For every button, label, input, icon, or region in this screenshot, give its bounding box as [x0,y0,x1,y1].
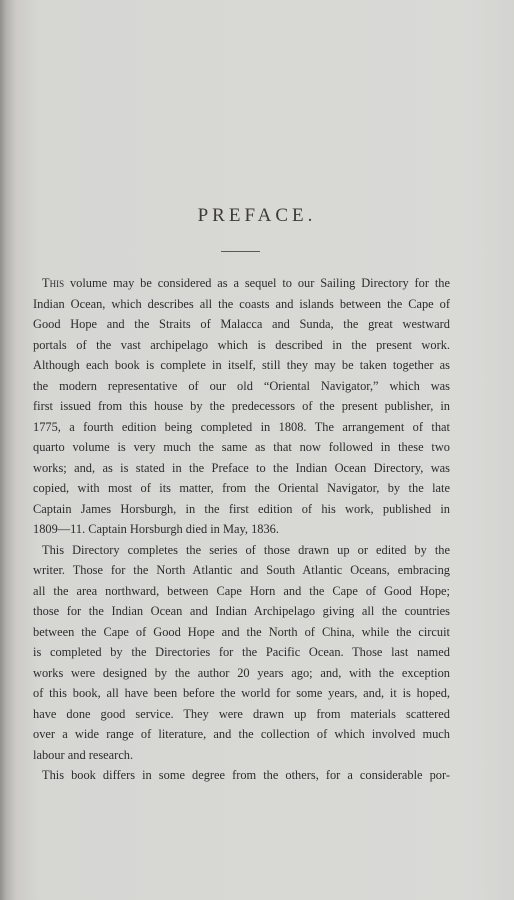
text-line: 1775, a fourth edition being completed in 1808. The arrangement of that [33,419,450,434]
text-line: all the area northward, between Cape Horn and the Cape of Good Hope; [33,583,450,598]
text-line: those for the Indian Ocean and Indian Archipelago giving all the countries [33,604,450,618]
paragraph [33,765,450,786]
title-divider [221,251,260,252]
paragraph [33,273,450,540]
text-line: have done good service. They were drawn up from materials scattered [33,706,450,721]
preface-body [33,273,450,786]
text-line: writer. Those for the North Atlantic and South Atlantic Oceans, embracing [33,563,450,577]
page-title: PREFACE. [197,205,317,226]
text-line: Good Hope and the Straits of Malacca and Sunda, the great westward [33,317,450,331]
text-line: first issued from this house by the predecessors of the present publisher, in [33,399,450,413]
text-line: between the Cape of Good Hope and the North of China, while the circuit [33,624,450,639]
text-line: Captain James Horsburgh, in the first edition of his work, published in [33,501,450,516]
text-line: labour and research. [33,747,134,762]
text-line: the modern representative of our old “Oriental Navigator,” which was [33,378,450,393]
text-line: This volume may be considered as a sequel to our Sailing Directory for the [42,276,450,290]
text-line: copied, with most of its matter, from the Oriental Navigator, by the late [33,481,450,495]
text-line: of this book, all have been before the world for some years, and, it is hoped, [33,686,450,700]
text-line: This book differs in some degree from the others, for a considerable por- [42,768,450,782]
text-line: works; and, as is stated in the Preface to the Indian Ocean Directory, was [33,460,450,475]
text-line: Indian Ocean, which describes all the coasts and islands between the Cape of [33,296,450,311]
text-line: This Directory completes the series of those drawn up or edited by the [42,542,450,557]
text-line: Although each book is complete in itself, still they may be taken together as [33,358,450,372]
text-line: 1809—11. Captain Horsburgh died in May, 1836. [33,522,279,536]
text-line: works were designed by the author 20 years ago; and, with the exception [33,665,450,680]
text-line: portals of the vast archipelago which is described in the present work. [33,337,450,352]
text-line: quarto volume is very much the same as that now followed in these two [33,440,450,454]
text-line: is completed by the Directories for the Pacific Ocean. Those last named [33,645,450,659]
text-line: over a wide range of literature, and the collection of which involved much [33,727,450,741]
paragraph [33,540,450,766]
